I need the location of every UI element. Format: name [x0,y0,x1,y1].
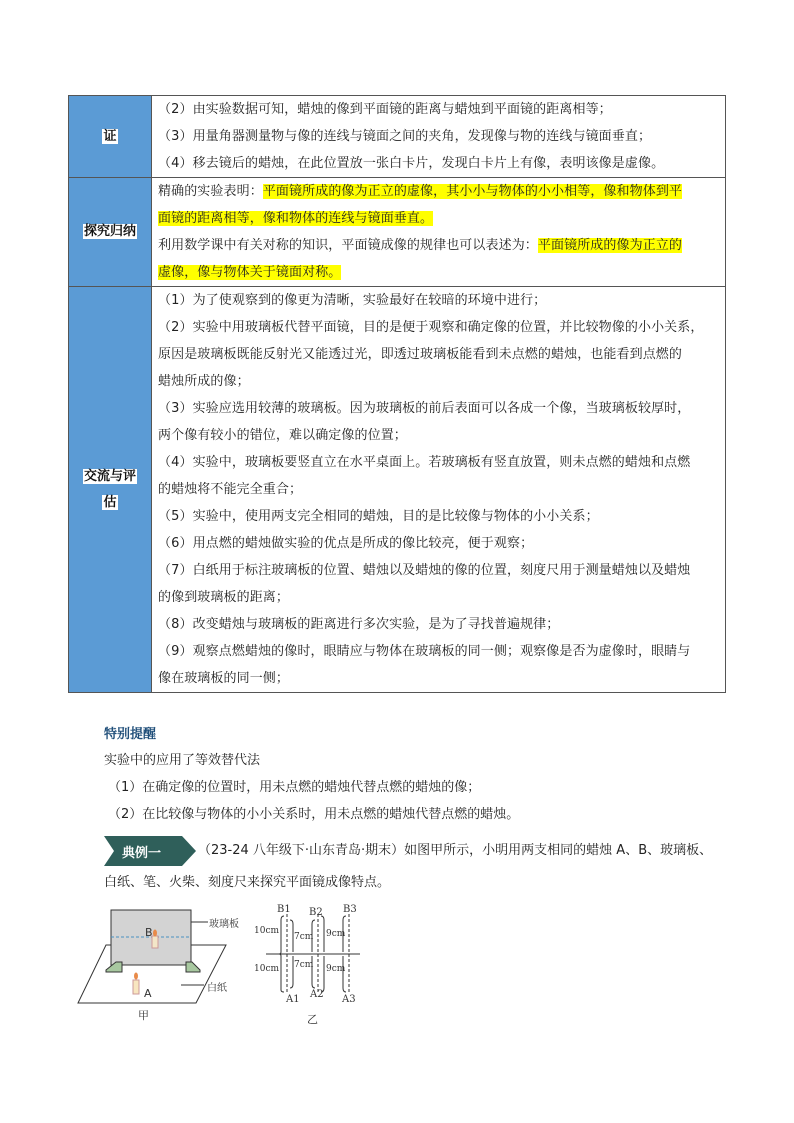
content-line [158,476,719,503]
tip-line-3: （2）在比较像与物体的小小关系时，用未点燃的蜡烛代替点燃的蜡烛。 [108,807,520,822]
label-b3: B3 [343,904,357,915]
content-line [158,395,719,422]
row-header [69,178,152,287]
text-segment: （2）实验中用玻璃板代替平面镜，目的是便于观察和确定像的位置，并比较物像的小小关系， [158,320,704,335]
content-line [158,96,719,123]
text-segment: 蜡烛所成的像； [158,374,250,389]
content-line [158,449,719,476]
text-segment: （3）实验应选用较薄的玻璃板。因为玻璃板的前后表面可以各成一个像，当玻璃板较厚时， [158,401,691,416]
text-segment: 利用数学课中有关对称的知识，平面镜成像的规律也可以表述为： [158,238,538,253]
dist-upper-3: 9cm [326,929,346,939]
row-header-label: 交流与评 [83,468,136,484]
label-b: B [145,926,153,939]
example-text-1: （23-24 八年级下·山东青岛·期末）如图甲所示，小明用两支相同的蜡烛 A、B、玻璃板、 [198,843,713,858]
row-content [152,96,726,178]
text-segment: 原因是玻璃板既能反射光又能透过光，即透过玻璃板能看到未点燃的蜡烛，也能看到点燃的 [158,347,683,362]
tip-line-2: （1）在确定像的位置时，用未点燃的蜡烛代替点燃的蜡烛的像； [108,780,481,795]
label-paper: 白纸 [207,983,227,994]
label-b1: B1 [277,904,291,915]
example-tag [104,836,194,866]
label-a: A [144,987,152,1000]
content-line [158,287,719,314]
row-header-label: 估 [103,494,117,510]
highlighted-text: 平面镜所成的像为正立的虚像，其小小与物体的小小相等，像和物体到平 [262,184,683,199]
content-line [158,503,719,530]
experiment-table [68,95,726,693]
figure-b [250,904,380,1024]
highlighted-text: 面镜的距离相等，像和物体的连线与镜面垂直。 [158,211,434,226]
figure-a [76,900,256,1020]
text-segment: 的蜡烛将不能完全重合； [158,482,303,497]
text-segment: （6）用点燃的蜡烛做实验的优点是所成的像比较亮，便于观察； [158,536,534,551]
highlighted-text: 虚像，像与物体关于镜面对称。 [158,265,342,280]
label-b2: B2 [309,907,323,918]
dist-lower-1: 10cm [254,964,280,974]
content-line [158,314,719,341]
tip-title: 特别提醒 [104,727,157,742]
label-glass: 玻璃板 [209,919,239,930]
caption-a: 甲 [138,1009,149,1022]
example-text-2: 白纸、笔、火柴、刻度尺来探究平面镜成像特点。 [104,875,391,890]
content-line [158,259,719,286]
text-segment: （1）为了使观察到的像更为清晰，实验最好在较暗的环境中进行； [158,293,547,308]
content-line [158,123,719,150]
dist-lower-2: 7cm [294,960,314,970]
label-a1: A1 [286,994,300,1005]
content-line [158,178,719,205]
dist-upper-1: 10cm [254,926,280,936]
text-segment: （2）由实验数据可知，蜡烛的像到平面镜的距离与蜡烛到平面镜的距离相等； [158,102,612,117]
content-line [158,584,719,611]
text-segment: （4）移去镜后的蜡烛，在此位置放一张白卡片，发现白卡片上有像，表明该像是虚像。 [158,156,665,171]
table-row [69,96,726,178]
highlighted-text: 平面镜所成的像为正立的 [537,238,683,253]
text-segment: （9）观察点燃蜡烛的像时，眼睛应与物体在玻璃板的同一侧；观察像是否为虚像时，眼睛与 [158,644,691,659]
text-segment: 的像到玻璃板的距离； [158,590,290,605]
content-line [158,422,719,449]
text-segment: （8）改变蜡烛与玻璃板的距离进行多次实验，是为了寻找普遍规律； [158,617,560,632]
content-line [158,638,719,665]
content-line [158,150,719,177]
text-segment: （7）白纸用于标注玻璃板的位置、蜡烛以及蜡烛的像的位置，刻度尺用于测量蜡烛以及蜡烛 [158,563,691,578]
dist-upper-2: 7cm [294,932,314,942]
text-segment: 像在玻璃板的同一侧； [158,671,290,686]
row-header [69,96,152,178]
row-content [152,178,726,287]
row-header-label: 证 [103,128,117,144]
example-tag-label: 典例一 [122,846,162,861]
content-line [158,341,719,368]
content-line [158,232,719,259]
text-segment: （5）实验中，使用两支完全相同的蜡烛，目的是比较像与物体的小小关系； [158,509,599,524]
text-segment: 精确的实验表明： [158,184,263,199]
text-segment: （3）用量角器测量物与像的连线与镜面之间的夹角，发现像与物的连线与镜面垂直； [158,129,652,144]
content-line [158,205,719,232]
caption-b: 乙 [307,1013,318,1026]
label-a3: A3 [342,994,356,1005]
text-segment: （4）实验中，玻璃板要竖直立在水平桌面上。若玻璃板有竖直放置，则未点燃的蜡烛和点燃 [158,455,691,470]
content-line [158,611,719,638]
tip-line-1: 实验中的应用了等效替代法 [104,753,261,768]
row-header-label: 探究归纳 [83,224,136,239]
content-line [158,530,719,557]
content-line [158,665,719,692]
label-a2: A2 [310,989,324,1000]
row-content [152,287,726,693]
table-row [69,178,726,287]
row-header [69,287,152,693]
text-segment: 两个像有较小的错位，难以确定像的位置； [158,428,407,443]
table-row [69,287,726,693]
content-line [158,368,719,395]
content-line [158,557,719,584]
dist-lower-3: 9cm [326,964,346,974]
